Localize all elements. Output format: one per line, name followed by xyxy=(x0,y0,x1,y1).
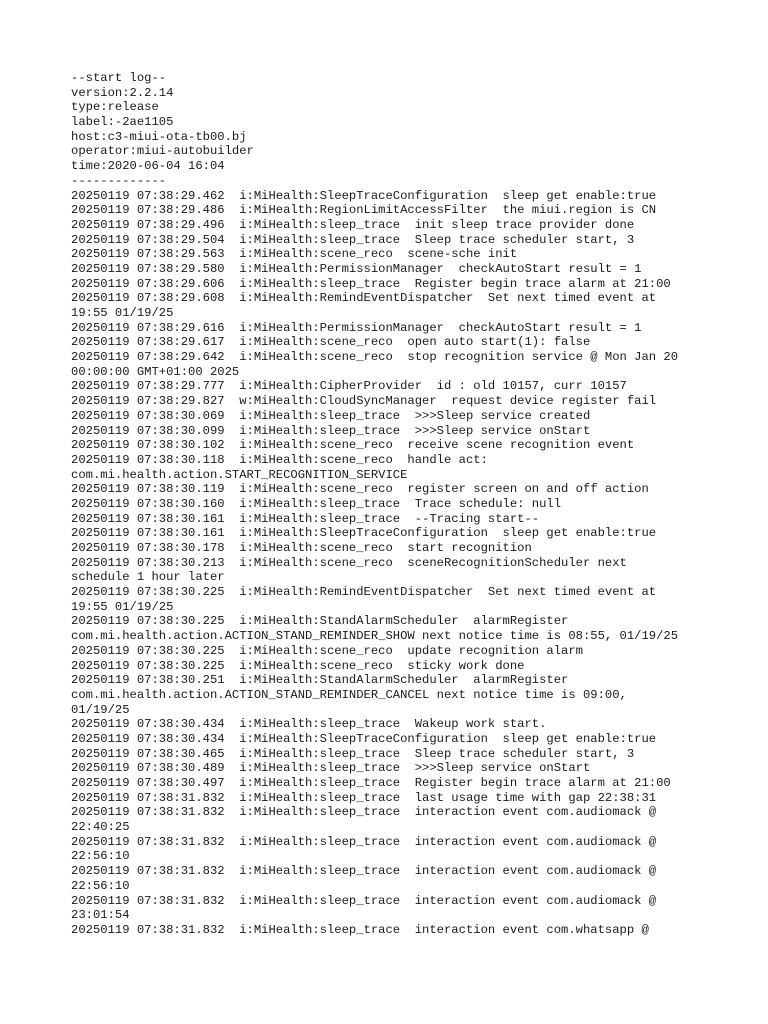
log-line: 20250119 07:38:30.225 i:MiHealth:StandAlarmScheduler alarmRegister xyxy=(71,614,569,629)
log-line: 20250119 07:38:29.617 i:MiHealth:scene_reco open auto start(1): false xyxy=(71,335,591,350)
log-line: 20250119 07:38:30.178 i:MiHealth:scene_reco start recognition xyxy=(71,541,532,555)
log-line: com.mi.health.action.ACTION_STAND_REMINDER_SHOW next notice time is 08:55, 01/19/25 xyxy=(71,629,679,644)
log-line: 20250119 07:38:31.832 i:MiHealth:sleep_trace interaction event com.audiomack @ xyxy=(71,834,657,849)
log-line: 20250119 07:38:31.832 i:MiHealth:sleep_trace last usage time with gap 22:38:31 xyxy=(71,790,657,805)
log-line: 19:55 01/19/25 xyxy=(71,599,174,614)
log-line: 00:00:00 GMT+01:00 2025 xyxy=(71,364,240,379)
log-line: label:-2ae1105 xyxy=(71,115,174,130)
log-line: 20250119 07:38:29.642 i:MiHealth:scene_reco stop recognition service @ Mon Jan 20 xyxy=(71,350,679,365)
log-line: --start log-- xyxy=(71,71,167,85)
log-line: 20250119 07:38:30.102 i:MiHealth:scene_reco receive scene recognition event xyxy=(71,438,635,453)
log-line: 20250119 07:38:30.213 i:MiHealth:scene_reco sceneRecognitionScheduler next xyxy=(71,555,627,570)
log-line: 20250119 07:38:29.580 i:MiHealth:PermissionManager checkAutoStart result = 1 xyxy=(71,261,642,276)
log-line: com.mi.health.action.ACTION_STAND_REMINDER_CANCEL next notice time is 09:00, xyxy=(71,687,627,702)
log-line: com.mi.health.action.START_RECOGNITION_SERVICE xyxy=(71,467,408,482)
log-line: 20250119 07:38:31.832 i:MiHealth:sleep_trace interaction event com.audiomack @ xyxy=(71,893,657,908)
log-line: 20250119 07:38:31.832 i:MiHealth:sleep_trace interaction event com.audiomack @ xyxy=(71,805,657,820)
log-line: operator:miui-autobuilder xyxy=(71,144,254,159)
log-line: 20250119 07:38:30.161 i:MiHealth:SleepTraceConfiguration sleep get enable:true xyxy=(71,526,657,541)
log-line: 22:40:25 xyxy=(71,820,130,835)
log-line: 20250119 07:38:30.434 i:MiHealth:sleep_trace Wakeup work start. xyxy=(71,717,547,732)
log-line: 20250119 07:38:29.827 w:MiHealth:CloudSyncManager request device register fail xyxy=(71,394,657,409)
log-line: host:c3-miui-ota-tb00.bj xyxy=(71,129,247,144)
log-line: 20250119 07:38:30.225 i:MiHealth:RemindEventDispatcher Set next timed event at xyxy=(71,585,657,600)
log-line: 01/19/25 xyxy=(71,702,130,717)
log-line: 20250119 07:38:30.119 i:MiHealth:scene_reco register screen on and off action xyxy=(71,482,649,497)
log-line: 20250119 07:38:31.832 i:MiHealth:sleep_trace interaction event com.audiomack @ xyxy=(71,864,657,879)
log-line: 20250119 07:38:30.497 i:MiHealth:sleep_trace Register begin trace alarm at 21:00 xyxy=(71,776,671,790)
log-line: 20250119 07:38:30.251 i:MiHealth:StandAlarmScheduler alarmRegister xyxy=(71,673,569,688)
log-line: schedule 1 hour later xyxy=(71,570,225,585)
log-line: 22:56:10 xyxy=(71,849,130,864)
log-line: 20250119 07:38:29.563 i:MiHealth:scene_reco scene-sche init xyxy=(71,247,518,262)
log-line: 23:01:54 xyxy=(71,908,130,923)
log-line: 20250119 07:38:29.616 i:MiHealth:PermissionManager checkAutoStart result = 1 xyxy=(71,320,642,335)
log-line: type:release xyxy=(71,100,159,115)
log-line: 20250119 07:38:29.606 i:MiHealth:sleep_trace Register begin trace alarm at 21:00 xyxy=(71,276,671,291)
log-line: 20250119 07:38:30.118 i:MiHealth:scene_reco handle act: xyxy=(71,452,488,467)
log-line: version:2.2.14 xyxy=(71,85,174,100)
log-line: 20250119 07:38:30.489 i:MiHealth:sleep_trace >>>Sleep service onStart xyxy=(71,761,591,776)
log-line: 20250119 07:38:30.434 i:MiHealth:SleepTraceConfiguration sleep get enable:true xyxy=(71,731,657,746)
log-line: 20250119 07:38:30.160 i:MiHealth:sleep_trace Trace schedule: null xyxy=(71,496,562,511)
log-line: 20250119 07:38:29.777 i:MiHealth:CipherProvider id : old 10157, curr 10157 xyxy=(71,379,627,394)
log-line: ------------- xyxy=(71,173,167,188)
log-line: 20250119 07:38:29.504 i:MiHealth:sleep_trace Sleep trace scheduler start, 3 xyxy=(71,232,635,247)
log-line: time:2020-06-04 16:04 xyxy=(71,159,225,174)
log-line: 20250119 07:38:30.465 i:MiHealth:sleep_trace Sleep trace scheduler start, 3 xyxy=(71,746,635,761)
log-line: 20250119 07:38:30.069 i:MiHealth:sleep_trace >>>Sleep service created xyxy=(71,408,591,423)
log-line: 20250119 07:38:29.486 i:MiHealth:RegionLimitAccessFilter the miui.region is CN xyxy=(71,203,657,218)
log-line: 20250119 07:38:31.832 i:MiHealth:sleep_trace interaction event com.whatsapp @ xyxy=(71,922,649,937)
log-line: 20250119 07:38:29.496 i:MiHealth:sleep_trace init sleep trace provider done xyxy=(71,217,635,232)
log-line: 22:56:10 xyxy=(71,878,130,893)
log-line: 20250119 07:38:30.161 i:MiHealth:sleep_trace --Tracing start-- xyxy=(71,511,540,526)
log-line: 20250119 07:38:30.225 i:MiHealth:scene_reco update recognition alarm xyxy=(71,643,583,658)
log-line: 20250119 07:38:30.099 i:MiHealth:sleep_trace >>>Sleep service onStart xyxy=(71,423,591,438)
log-text xyxy=(71,71,711,938)
log-line: 20250119 07:38:29.462 i:MiHealth:SleepTraceConfiguration sleep get enable:true xyxy=(71,188,657,203)
log-line: 20250119 07:38:30.225 i:MiHealth:scene_reco sticky work done xyxy=(71,658,525,673)
log-line: 20250119 07:38:29.608 i:MiHealth:RemindEventDispatcher Set next timed event at xyxy=(71,291,657,306)
log-line: 19:55 01/19/25 xyxy=(71,306,174,320)
